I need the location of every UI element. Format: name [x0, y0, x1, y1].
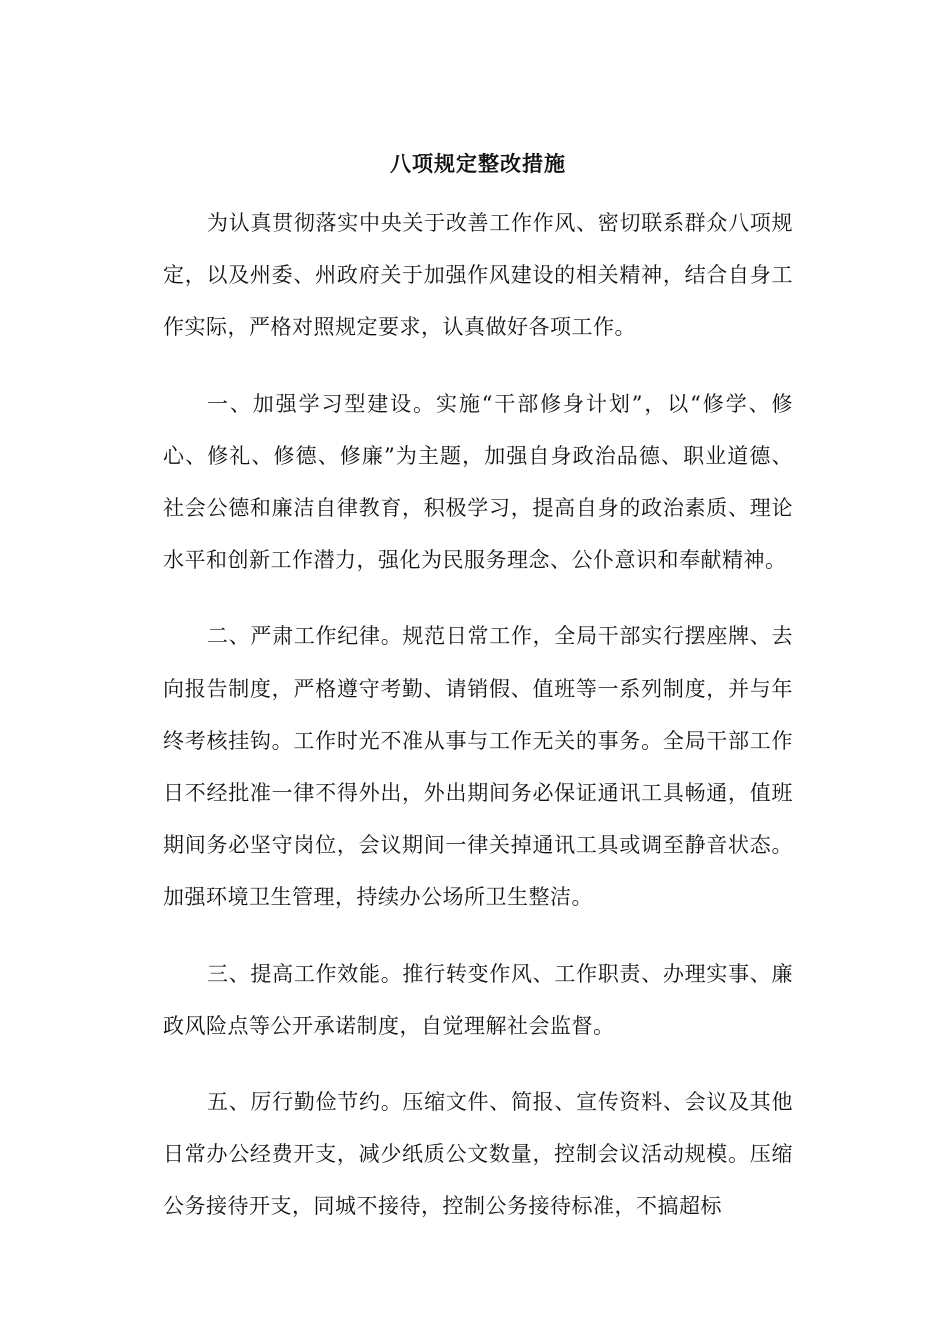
paragraph-frugality: 五、厉行勤俭节约。压缩文件、简报、宣传资料、会议及其他日常办公经费开支，减少纸质公文数量，控制会议活动规模。压缩公务接待开支，同城不接待，控制公务接待标准，不搞超标	[163, 1090, 793, 1219]
paragraph-intro: 为认真贯彻落实中央关于改善工作作风、密切联系群众八项规定，以及州委、州政府关于加强作风建设的相关精神，结合自身工作实际，严格对照规定要求，认真做好各项工作。	[163, 211, 793, 340]
document-body	[163, 140, 793, 1257]
paragraph-discipline: 二、严肃工作纪律。规范日常工作，全局干部实行摆座牌、去向报告制度，严格遵守考勤、请销假、值班等一系列制度，并与年终考核挂钩。工作时光不准从事与工作无关的事务。全局干部工作日不经批准一律不得外出，外出期间务必保证通讯工具畅通，值班期间务必坚守岗位，会议期间一律关掉通讯工具或调至静音状态。加强环境卫生管理，持续办公场所卫生整洁。	[163, 624, 793, 910]
document-title: 八项规定整改措施	[390, 151, 566, 176]
paragraph-study: 一、加强学习型建设。实施“干部修身计划”，以“修学、修心、修礼、修德、修廉”为主题，加强自身政治品德、职业道德、社会公德和廉洁自律教育，积极学习，提高自身的政治素质、理论水平和创新工作潜力，强化为民服务理念、公仆意识和奉献精神。	[163, 391, 793, 573]
paragraph-efficiency: 三、提高工作效能。推行转变作风、工作职责、办理实事、廉政风险点等公开承诺制度，自觉理解社会监督。	[163, 961, 793, 1038]
